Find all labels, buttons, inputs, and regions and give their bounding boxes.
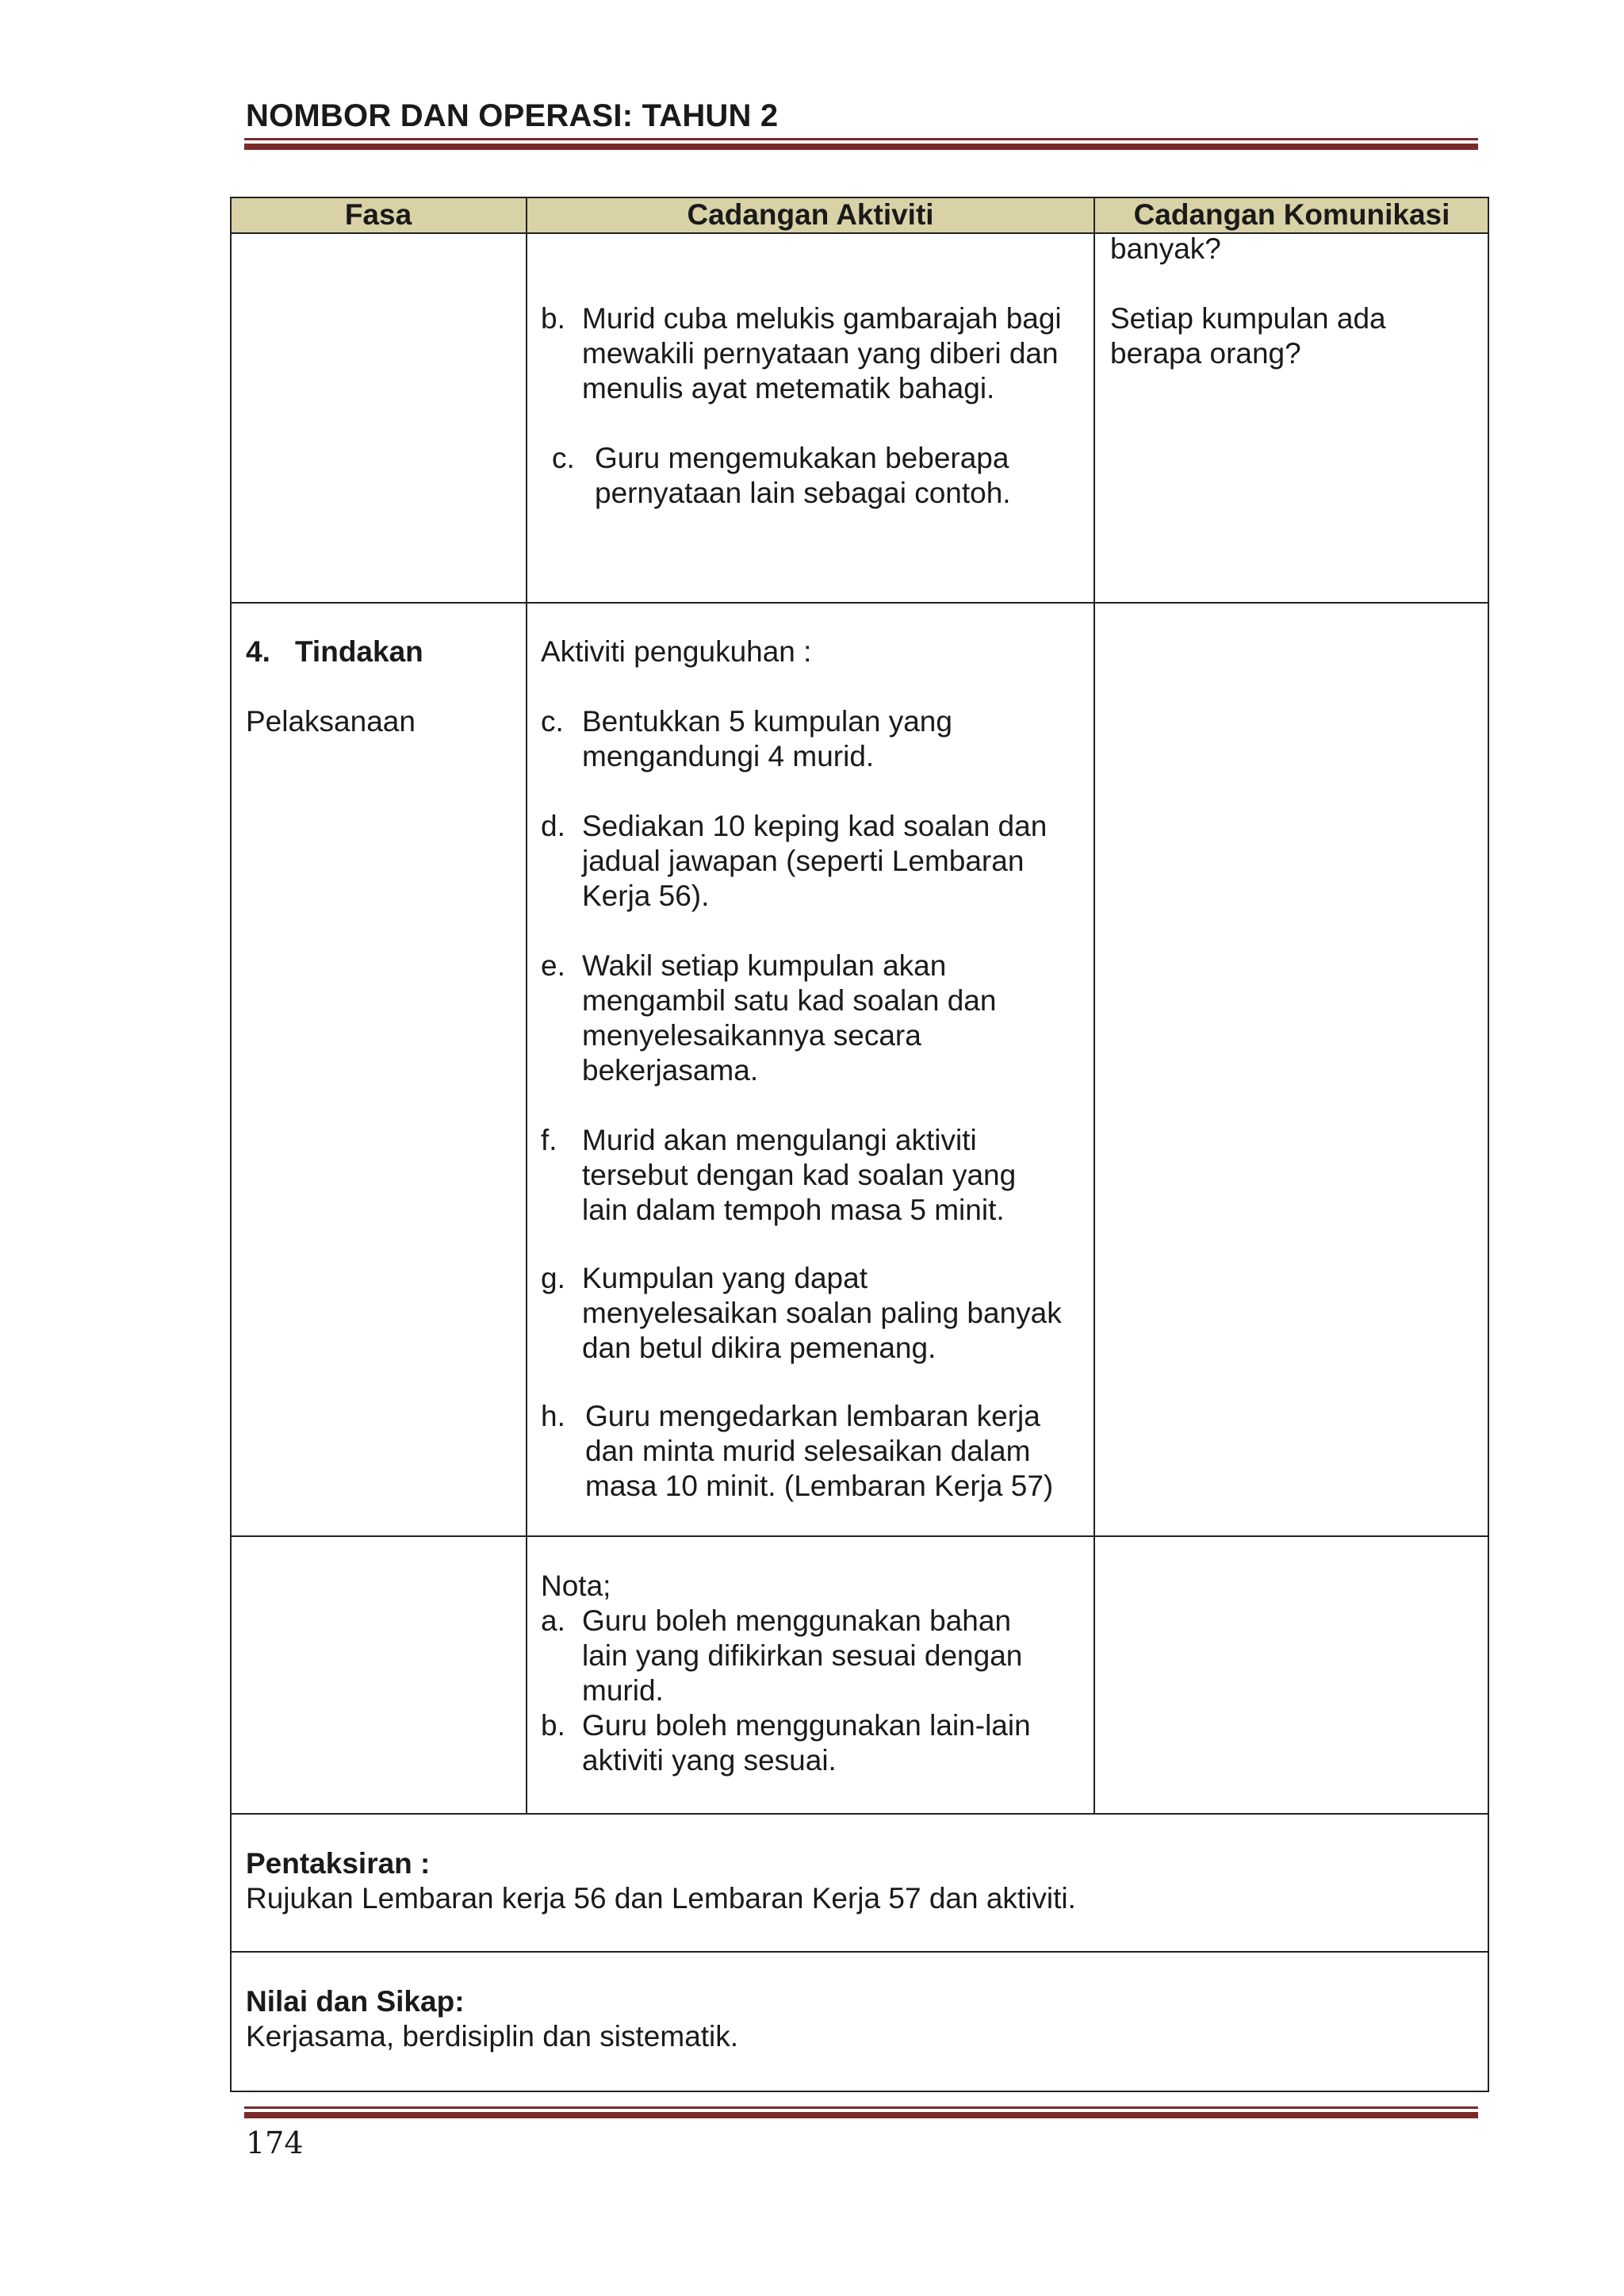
page-number: 174 <box>246 2125 304 2160</box>
phase-number: 4. <box>246 635 270 668</box>
communication-text: banyak? <box>1110 232 1221 265</box>
header-fasa: Fasa <box>344 198 412 231</box>
assessment-title: Pentaksiran : <box>246 1847 431 1880</box>
header-cadangan-aktiviti: Cadangan Aktiviti <box>687 198 934 231</box>
communication-text: Setiap kumpulan ada berapa orang? <box>1110 302 1386 370</box>
phase-subtitle: Pelaksanaan <box>246 705 416 738</box>
lesson-table: Fasa Cadangan Aktiviti Cadangan Komunikasi b. Murid cuba melukis gambarajah bagi mewakili pernyataan yang diberi dan menulis ayat metematik bahagi. c. Guru mengemukakan beberapa pernyataan lain sebagai contoh. banyak? Setiap kumpulan ada berapa orang? 4. Tindakan Pelaksanaan Aktiviti pengukuhan : c. Bentukkan 5 kumpulan yang mengandungi 4 murid. d. Sediakan 10 keping kad soalan dan jadual jawapan (seperti Lembaran Kerja 56). e. Wakil setiap kumpulan akan mengambil satu kad soalan dan menyelesaikannya secara bekerjasama. f. Murid akan mengulangi aktiviti tersebut dengan kad soalan yang lain dalam tempoh masa 5 minit. g. Kumpulan yang dapat menyelesaikan soalan paling banyak dan betul dikira pemenang. h. Guru mengedarkan lembaran kerja dan minta murid selesaikan dalam masa 10 minit. (Lembaran Kerja 57) Nota; a. Guru boleh menggunakan bahan lain yang difikirkan sesuai dengan murid. b. Guru boleh menggunakan lain-lain aktiviti yang sesuai. Pentaksiran : Rujukan Lembaran kerja 56 dan Lembaran Kerja 57 dan aktiviti. Nilai dan Sikap: Kerjasama, berdisiplin dan sistematik. <box>230 197 1489 2092</box>
assessment-text: Rujukan Lembaran kerja 56 dan Lembaran Kerja 57 dan aktiviti. <box>246 1882 1076 1915</box>
note-heading: Nota; <box>541 1570 611 1602</box>
activity-intro: Aktiviti pengukuhan : <box>541 635 812 668</box>
values-title: Nilai dan Sikap: <box>246 1985 465 2018</box>
phase-title: Tindakan <box>295 635 423 668</box>
page-header-title: NOMBOR DAN OPERASI: TAHUN 2 <box>246 98 779 133</box>
header-cadangan-komunikasi: Cadangan Komunikasi <box>1133 198 1450 231</box>
values-text: Kerjasama, berdisiplin dan sistematik. <box>246 2020 739 2053</box>
